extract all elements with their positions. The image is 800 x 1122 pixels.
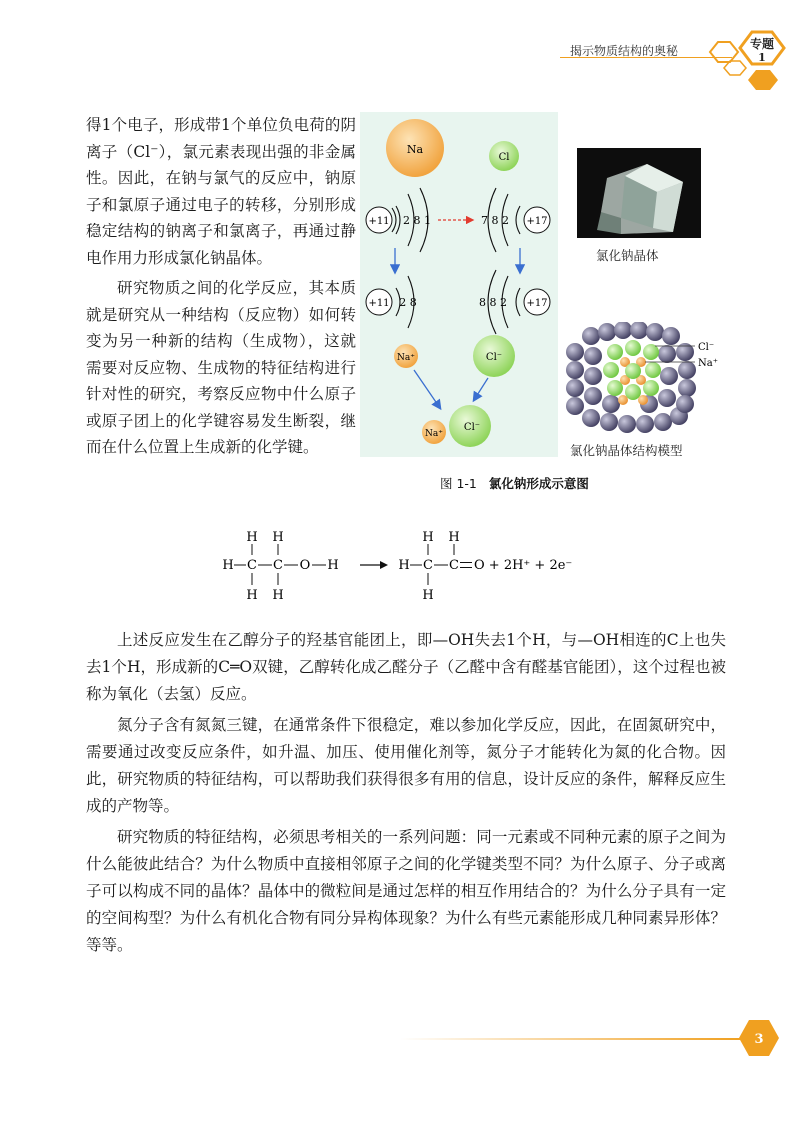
cl-shell-numbers: 7 8 2: [481, 214, 509, 227]
page-number: 3: [754, 1032, 764, 1047]
figure-caption: [440, 474, 589, 492]
cl-ion-shell-numbers: 8 8 2: [479, 296, 507, 309]
left-column-text: [86, 112, 356, 461]
na-shell-numbers: 2 8 1: [403, 214, 431, 227]
nacl-cl-label: Cl⁻: [463, 422, 481, 433]
model-na-label: Na⁺: [698, 358, 718, 369]
nacl-formation-diagram: [360, 112, 558, 457]
eq-h-right: H: [327, 558, 339, 573]
body-text: [86, 627, 726, 963]
body-paragraph-3: 研究物质的特征结构，必须思考相关的一系列问题：同一元素或不同种元素的原子之间为什么能彼此结合？为什么物质中直接相邻原子之间的化学键类型不同？为什么原子、分子或离子可以构成不同的晶体？晶体中的微粒间是通过怎样的相互作用结合的？为什么分子具有一定的空间构型？为什么有机化合物有同分异构体现象？为什么有些元素能形成几种同素异形体？等等。: [86, 828, 726, 954]
eq-p-h-bottom: H: [422, 588, 434, 603]
nacl-lattice-model: [565, 322, 725, 437]
eq-h-top-2: H: [272, 530, 284, 545]
na-ion-nucleus-label: +11: [368, 298, 390, 309]
badge-label: 专题: [749, 37, 775, 51]
hex-small-icon: [724, 61, 746, 75]
eq-c-1: C: [247, 558, 257, 573]
ethanol-oxidation-equation: [220, 525, 580, 603]
badge-number: 1: [758, 51, 766, 64]
photo-caption: 氯化钠晶体: [596, 248, 659, 263]
cl-ion-nucleus-label: +17: [526, 298, 548, 309]
na-ion-shell-numbers: 2 8: [399, 296, 417, 309]
eq-h-bottom-2: H: [272, 588, 284, 603]
cl-ion-label: Cl⁻: [485, 352, 503, 363]
hex-filled-icon: [748, 70, 778, 90]
eq-p-h-top-1: H: [422, 530, 434, 545]
body-paragraph-1: 上述反应发生在乙醇分子的羟基官能团上，即—OH失去1个H，与—OH相连的C上也失去1个H，形成新的C═O双键，乙醇转化成乙醛分子（乙醛中含有醛基官能团），这个过程也被称为氧化（去氢）反应。: [86, 631, 726, 703]
eq-o: O: [299, 558, 311, 573]
running-header: 揭示物质结构的奥秘: [570, 44, 679, 58]
eq-p-h-left: H: [398, 558, 410, 573]
eq-h-left: H: [222, 558, 234, 573]
model-cl-label: Cl⁻: [698, 342, 715, 353]
eq-products-rest: O + 2H⁺ + 2e⁻: [474, 558, 573, 573]
figure-number: 图 1-1: [440, 476, 477, 491]
eq-c-2: C: [273, 558, 283, 573]
nacl-na-label: Na⁺: [425, 429, 443, 439]
hex-outline-icon: [710, 42, 738, 62]
na-nucleus-label: +11: [368, 216, 390, 227]
model-caption: 氯化钠晶体结构模型: [570, 443, 683, 458]
chapter-badge: [700, 18, 800, 108]
eq-p-c-1: C: [423, 558, 433, 573]
nacl-crystal-photo: [577, 148, 701, 238]
cl-nucleus-label: +17: [526, 216, 548, 227]
cl-atom-label: Cl: [498, 152, 510, 163]
eq-p-c-2: C: [449, 558, 459, 573]
figure-caption-text: 氯化钠形成示意图: [488, 476, 589, 491]
eq-h-bottom-1: H: [246, 588, 258, 603]
eq-h-top-1: H: [246, 530, 258, 545]
na-atom-label: Na: [406, 143, 424, 156]
left-paragraph-2: 研究物质之间的化学反应，其本质就是研究从一种结构（反应物）如何转变为另一种新的结构（生成物），这就需要对反应物、生成物的特征结构进行针对性的研究，考察反应物中什么原子或原子团上的化学键容易发生断裂，继而在什么位置上生成新的化学键。: [86, 279, 356, 456]
page-number-badge: [737, 1016, 781, 1060]
body-paragraph-2: 氮分子含有氮氮三键，在通常条件下很稳定，难以参加化学反应，因此，在固氮研究中，需要通过改变反应条件，如升温、加压、使用催化剂等，氮分子才能转化为氮的化合物。因此，研究物质的特征结构，可以帮助我们获得很多有用的信息，设计反应的条件，解释反应生成的产物等。: [86, 716, 726, 815]
footer-rule: [400, 1038, 740, 1040]
eq-p-h-top-2: H: [448, 530, 460, 545]
left-paragraph-1: 得1个电子，形成带1个单位负电荷的阴离子（Cl⁻），氯元素表现出强的非金属性。因此，在钠与氯气的反应中，钠原子和氯原子通过电子的转移，分别形成稳定结构的钠离子和氯离子，再通过静电作用力形成氯化钠晶体。: [86, 116, 356, 267]
na-ion-label: Na⁺: [397, 353, 415, 363]
